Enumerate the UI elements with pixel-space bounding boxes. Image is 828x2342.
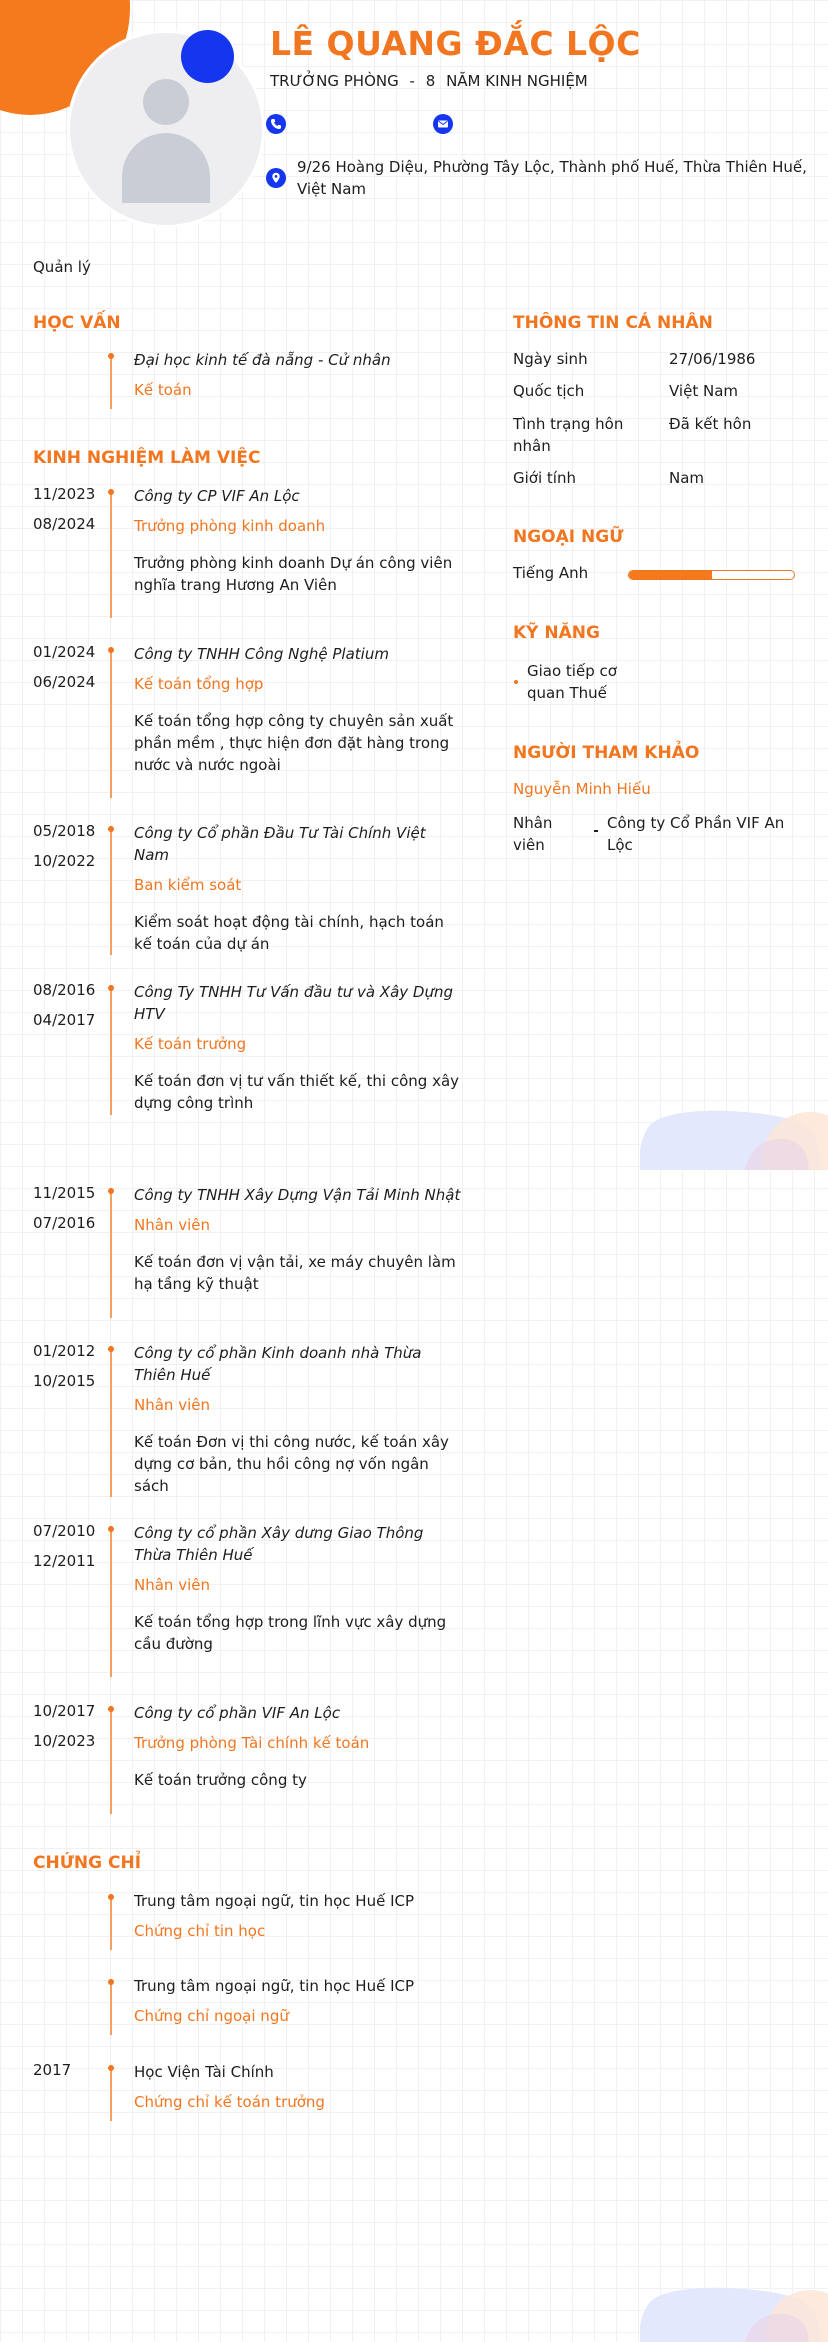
end-date: 06/2024 <box>33 673 96 691</box>
info-value: 27/06/1986 <box>669 350 756 368</box>
certificates-section-title: CHỨNG CHỈ <box>33 1853 142 1873</box>
job-role: Kế toán tổng hợp <box>134 675 264 693</box>
job-role: Trưởng phòng Tài chính kế toán <box>134 1734 370 1752</box>
decorative-blob <box>640 1105 828 1170</box>
skills-section-title: KỸ NĂNG <box>513 623 600 643</box>
job-title-line <box>270 72 594 90</box>
job-title: TRƯỞNG PHÒNG <box>270 72 399 90</box>
experience-entry <box>33 1522 463 1677</box>
company-name: Công ty CP VIF An Lộc <box>134 487 300 505</box>
certificate-year: 2017 <box>33 2061 72 2079</box>
education-section-title: HỌC VẤN <box>33 313 121 333</box>
info-value: Đã kết hôn <box>669 415 752 433</box>
start-date: 01/2012 <box>33 1342 96 1360</box>
job-description: Kế toán đơn vị tư vấn thiết kế, thi công xây dựng công trình <box>134 1072 460 1112</box>
school-name: Đại học kinh tế đà nẵng - Cử nhân <box>134 351 391 369</box>
certificate-name: Chứng chỉ tin học <box>134 1922 266 1940</box>
end-date: 04/2017 <box>33 1011 96 1029</box>
job-role: Kế toán trưởng <box>134 1035 247 1053</box>
experience-entry <box>33 485 463 618</box>
company-name: Công ty Cổ phần Đầu Tư Tài Chính Việt Nam <box>134 824 426 864</box>
certificate-name: Chứng chỉ ngoại ngữ <box>134 2007 289 2025</box>
skill-item: Giao tiếp cơ quan Thuế <box>513 660 633 704</box>
language-name: Tiếng Anh <box>513 564 589 582</box>
job-role: Nhân viên <box>134 1216 210 1234</box>
certificate-entry <box>33 1975 463 2035</box>
end-date: 07/2016 <box>33 1214 96 1232</box>
experience-entry <box>33 981 463 1115</box>
job-description: Trưởng phòng kinh doanh Dự án công viên nghĩa trang Hương An Viên <box>134 554 453 594</box>
certificate-name: Chứng chỉ kế toán trưởng <box>134 2093 325 2111</box>
start-date: 05/2018 <box>33 822 96 840</box>
reference-name: Nguyễn Minh Hiếu <box>513 780 651 798</box>
info-value: Việt Nam <box>669 382 739 400</box>
info-key: Quốc tịch <box>513 382 585 400</box>
references-section-title: NGƯỜI THAM KHẢO <box>513 743 700 763</box>
start-date: 10/2017 <box>33 1702 96 1720</box>
title-separator: - <box>409 72 415 90</box>
info-key: Tình trạng hôn nhân <box>513 415 624 455</box>
email-icon <box>433 114 453 134</box>
language-level-bar <box>628 570 795 580</box>
company-name: Công ty cổ phần Xây dưng Giao Thông Thừa Thiên Huế <box>134 1524 424 1564</box>
company-name: Công ty TNHH Công Nghệ Platium <box>134 645 389 663</box>
years-count: 8 <box>425 72 436 90</box>
company-name: Công ty cổ phần Kinh doanh nhà Thừa Thiên Huế <box>134 1344 422 1384</box>
certificate-issuer: Trung tâm ngoại ngữ, tin học Huế ICP <box>134 1977 415 1995</box>
decorative-blue-circle <box>181 30 234 83</box>
certificate-entry <box>33 2061 463 2121</box>
info-key: Ngày sinh <box>513 350 588 368</box>
candidate-name: LÊ QUANG ĐẮC LỘC <box>270 24 641 63</box>
info-value: Nam <box>669 469 705 487</box>
company-name: Công Ty TNHH Tư Vấn đầu tư và Xây Dựng HTV <box>134 983 454 1023</box>
start-date: 01/2024 <box>33 643 96 661</box>
job-description: Kế toán trưởng công ty <box>134 1771 307 1789</box>
certificate-issuer: Trung tâm ngoại ngữ, tin học Huế ICP <box>134 1892 415 1910</box>
address: 9/26 Hoàng Diệu, Phường Tây Lộc, Thành phố Huế, Thừa Thiên Huế, Việt Nam <box>297 158 807 198</box>
job-description: Kế toán tổng hợp trong lĩnh vực xây dựng cầu đường <box>134 1613 447 1653</box>
reference-separator <box>594 830 598 832</box>
decorative-blob <box>640 2282 828 2342</box>
personal-info-section-title: THÔNG TIN CÁ NHÂN <box>513 313 713 333</box>
end-date: 10/2023 <box>33 1732 96 1750</box>
reference-position: Nhân viên <box>513 814 553 854</box>
major: Kế toán <box>134 381 192 399</box>
end-date: 08/2024 <box>33 515 96 533</box>
experience-label: NĂM KINH NGHIỆM <box>446 72 588 90</box>
language-level-fill <box>629 571 712 579</box>
experience-entry <box>33 1184 463 1318</box>
location-icon <box>266 168 286 188</box>
end-date: 12/2011 <box>33 1552 96 1570</box>
experience-entry <box>33 822 463 955</box>
reference-company: Công ty Cổ Phần VIF An Lộc <box>607 814 785 854</box>
start-date: 07/2010 <box>33 1522 96 1540</box>
experience-entry <box>33 643 463 798</box>
start-date: 11/2015 <box>33 1184 96 1202</box>
end-date: 10/2015 <box>33 1372 96 1390</box>
education-entry <box>33 349 463 409</box>
experience-entry <box>33 1702 463 1814</box>
experience-section-title: KINH NGHIỆM LÀM VIỆC <box>33 448 261 468</box>
languages-section-title: NGOẠI NGỮ <box>513 527 624 547</box>
job-description: Kế toán tổng hợp công ty chuyên sản xuất phần mềm , thực hiện đơn đặt hàng trong nước và nước ngoài <box>134 712 454 774</box>
job-role: Nhân viên <box>134 1576 210 1594</box>
start-date: 11/2023 <box>33 485 96 503</box>
avatar-frame <box>67 30 265 228</box>
company-name: Công ty TNHH Xây Dựng Vận Tải Minh Nhật <box>134 1186 461 1204</box>
phone-icon <box>266 114 286 134</box>
experience-entry <box>33 1342 463 1497</box>
job-description: Kế toán đơn vị vận tải, xe máy chuyên làm hạ tầng kỹ thuật <box>134 1253 456 1293</box>
end-date: 10/2022 <box>33 852 96 870</box>
info-key: Giới tính <box>513 469 576 487</box>
job-role: Trưởng phòng kinh doanh <box>134 517 326 535</box>
company-name: Công ty cổ phần VIF An Lộc <box>134 1704 341 1722</box>
certificate-issuer: Học Viện Tài Chính <box>134 2063 274 2081</box>
start-date: 08/2016 <box>33 981 96 999</box>
job-role: Ban kiểm soát <box>134 876 242 894</box>
headline-text: Quản lý <box>33 258 91 276</box>
job-description: Kế toán Đơn vị thi công nước, kế toán xây dựng cơ bản, thu hồi công nợ vốn ngân sách <box>134 1433 449 1495</box>
job-role: Nhân viên <box>134 1396 210 1414</box>
job-description: Kiểm soát hoạt động tài chính, hạch toán kế toán của dự án <box>134 913 444 953</box>
certificate-entry <box>33 1890 463 1950</box>
